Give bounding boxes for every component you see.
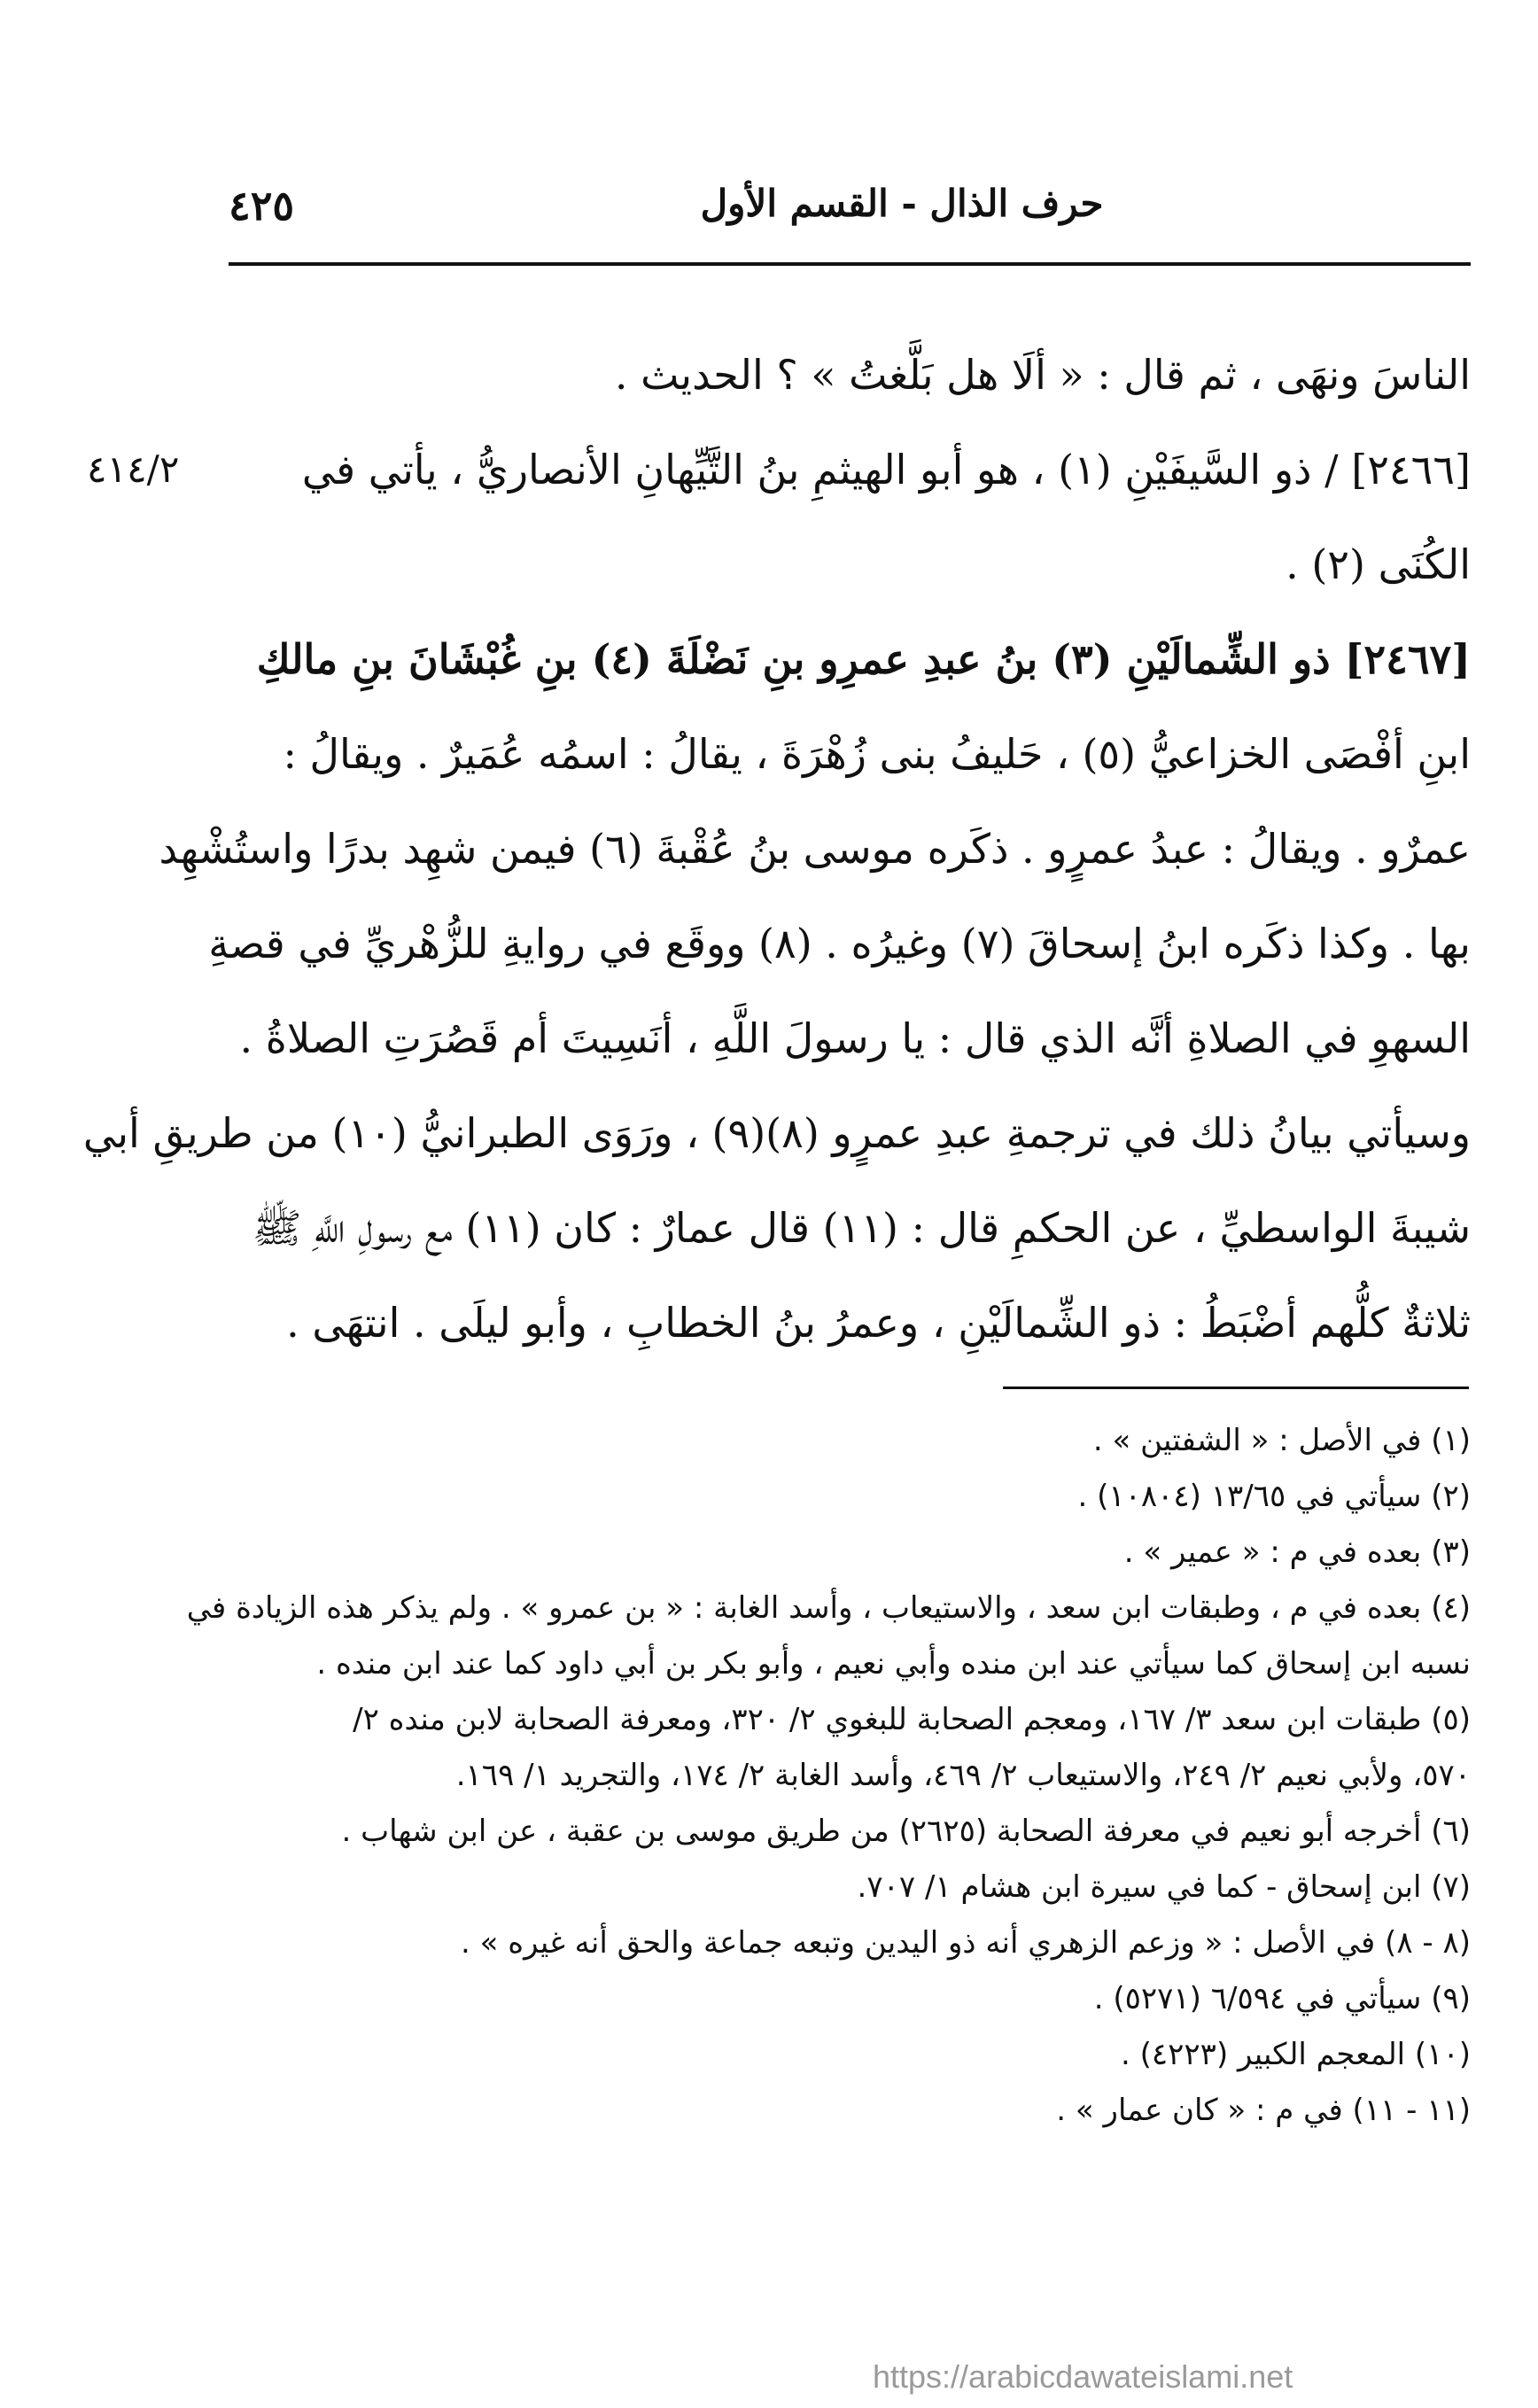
watermark-url: https://arabicdawateislami.net xyxy=(873,2358,1293,2395)
text-line: بها . وكذا ذكَره ابنُ إسحاقَ (٧) وغيرُه . (٨) ووقَع في روايةِ للزُّهْريِّ في قصةِ xyxy=(208,920,1471,967)
footnote-continuation: ٥٧٠، ولأبي نعيم ٢/ ٢٤٩، والاستيعاب ٢/ ٤٦٩، وأسد الغابة ٢/ ١٧٤، والتجريد ١/ ١٦٩. xyxy=(455,1758,1471,1793)
text-line: عمرٌو . ويقالُ : عبدُ عمرٍو . ذكَره موسى بنُ عُقْبةَ (٦) فيمن شهِد بدرًا واستُشْهِد xyxy=(159,825,1471,873)
footnote: (٥) طبقات ابن سعد ٣/ ١٦٧، ومعجم الصحابة للبغوي ٢/ ٣٢٠، ومعرفة الصحابة لابن منده ٢/ xyxy=(353,1702,1471,1737)
page-header xyxy=(229,182,1469,235)
footnote: (١١ - ١١) في م : « كان عمار » . xyxy=(1056,2093,1471,2128)
text-line: السهوِ في الصلاةِ أنَّه الذي قال : يا رسولَ اللَّهِ ، أنَسِيتَ أم قَصُرَتِ الصلاةُ . xyxy=(239,1014,1471,1062)
page-number: ٤٢٥ xyxy=(229,182,295,229)
entry-2466-line: [٢٤٦٦] / ذو السَّيفَيْنِ (١) ، هو أبو الهيثمِ بنُ التَّيِّهانِ الأنصاريُّ ، يأتي في xyxy=(301,446,1471,493)
margin-reference: ٤١٤/٢ xyxy=(87,447,180,491)
footnote: (٣) بعده في م : « عمير » . xyxy=(1123,1534,1471,1570)
entry-2467-heading: [٢٤٦٧] ذو الشِّمالَيْنِ (٣) بنُ عبدِ عمرِو بنِ نَضْلَةَ (٤) بنِ غُبْشَانَ بنِ مالكِ xyxy=(256,635,1471,683)
footnote: (٧) ابن إسحاق - كما في سيرة ابن هشام ١/ ٧٠٧. xyxy=(857,1869,1471,1905)
text-line: وسيأتي بيانُ ذلك في ترجمةِ عبدِ عمرٍو (٨)(٩) ، ورَوَى الطبرانيُّ (١٠) من طريقِ أبي xyxy=(82,1109,1471,1157)
text-line: الكُنَى (٢) . xyxy=(1286,540,1471,588)
header-rule xyxy=(229,262,1471,266)
footnote: (٩) سيأتي في ٦/٥٩٤ (٥٢٧١) . xyxy=(1093,1981,1471,2016)
text-line: ثلاثةٌ كلُّهم أضْبَطُ : ذو الشِّمالَيْنِ ، وعمرُ بنُ الخطابِ ، وأبو ليلَى . انتهَى . xyxy=(286,1299,1471,1347)
text-line: الناسَ ونهَى ، ثم قال : « ألَا هل بَلَّغتُ » ؟ الحديث . xyxy=(614,351,1471,399)
footnote: (٦) أخرجه أبو نعيم في معرفة الصحابة (٢٦٢٥) من طريق موسى بن عقبة ، عن ابن شهاب . xyxy=(341,1814,1471,1849)
footnote-continuation: نسبه ابن إسحاق كما سيأتي عند ابن منده وأبي نعيم ، وأبو بكر بن أبي داود كما عند ابن منده . xyxy=(316,1646,1471,1682)
footnote: (٨ - ٨) في الأصل : « وزعم الزهري أنه ذو اليدين وتبعه جماعة والحق أنه غيره » . xyxy=(461,1925,1471,1961)
running-title: حرف الذال - القسم الأول xyxy=(700,182,1104,225)
text-line: ابنِ أفْصَى الخزاعيُّ (٥) ، حَليفُ بنى زُهْرَةَ ، يقالُ : اسمُه عُمَيرٌ . ويقالُ : xyxy=(283,730,1471,778)
footnote-separator xyxy=(1003,1387,1469,1389)
footnotes xyxy=(186,1413,1471,2139)
text-line: شيبةَ الواسطيِّ ، عن الحكمِ قال : (١١) قال عمارٌ : كان (١١) مع رسولِ اللَّهِ ﷺ xyxy=(252,1204,1471,1252)
footnote: (٢) سيأتي في ١٣/٦٥ (١٠٨٠٤) . xyxy=(1077,1479,1471,1514)
footnote: (١) في الأصل : « الشفتين » . xyxy=(1092,1423,1471,1458)
footnote: (٤) بعده في م ، وطبقات ابن سعد ، والاستيعاب ، وأسد الغابة : « بن عمرو » . ولم يذكر هذه الزيادة في xyxy=(186,1590,1471,1626)
footnote: (١٠) المعجم الكبير (٤٢٢٣) . xyxy=(1121,2037,1471,2072)
